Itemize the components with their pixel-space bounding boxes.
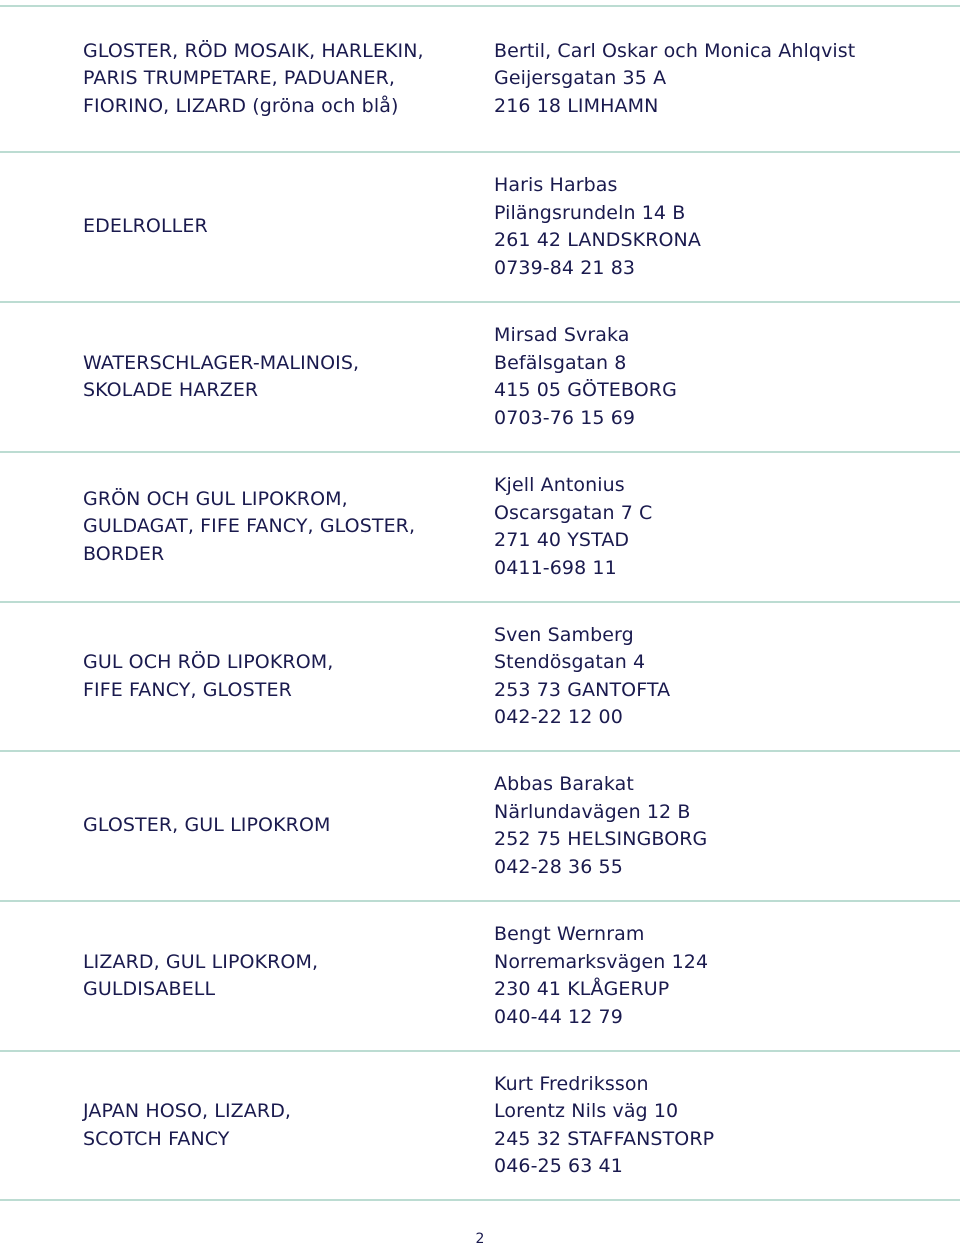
- contact-line: 230 41 KLÅGERUP: [494, 978, 670, 1000]
- page-number: 2: [475, 1231, 485, 1247]
- contact-line: 0411-698 11: [494, 556, 617, 579]
- breed-cell: [83, 752, 463, 900]
- contact-cell: [494, 1052, 934, 1199]
- contact-line: Befälsgatan 8: [494, 351, 627, 374]
- breed-line: BORDER: [83, 542, 165, 565]
- table-row: [0, 153, 960, 303]
- table-row: [0, 303, 960, 453]
- contact-name: Haris Harbas: [494, 174, 618, 196]
- contact-line: 046-25 63 41: [494, 1155, 623, 1177]
- table-row: [0, 603, 960, 752]
- breed-line: GRÖN OCH GUL LIPOKROM,: [83, 487, 348, 510]
- contact-line: Norremarksvägen 124: [494, 950, 709, 973]
- breed-line: GUL OCH RÖD LIPOKROM,: [83, 651, 334, 673]
- contact-line: Närlundavägen 12 B: [494, 800, 691, 823]
- contact-name: Kurt Fredriksson: [494, 1072, 649, 1095]
- contact-name: Bengt Wernram: [494, 923, 645, 945]
- contact-cell: [494, 453, 934, 601]
- contact-line: 415 05 GÖTEBORG: [494, 379, 677, 401]
- contact-cell: [494, 303, 934, 451]
- breed-line: FIORINO, LIZARD (gröna och blå): [83, 94, 399, 117]
- breed-line: EDELROLLER: [83, 215, 208, 238]
- contact-line: Oscarsgatan 7 C: [494, 501, 653, 524]
- contact-line: 245 32 STAFFANSTORP: [494, 1127, 715, 1150]
- contact-line: 216 18 LIMHAMN: [494, 94, 659, 117]
- contact-line: 252 75 HELSINGBORG: [494, 828, 708, 850]
- contact-name: Abbas Barakat: [494, 773, 634, 795]
- table-row: [0, 752, 960, 902]
- breed-line: PARIS TRUMPETARE, PADUANER,: [83, 67, 396, 90]
- breed-cell: [83, 453, 463, 601]
- breed-cell: [83, 902, 463, 1050]
- contact-line: Stendösgatan 4: [494, 651, 646, 673]
- contact-name: Bertil, Carl Oskar och Monica Ahlqvist: [494, 39, 856, 62]
- contact-cell: [494, 603, 934, 750]
- table-row: [0, 902, 960, 1052]
- table-row: [0, 5, 960, 153]
- contact-line: 0739-84 21 83: [494, 256, 636, 279]
- breed-line: SCOTCH FANCY: [83, 1127, 230, 1150]
- breed-cell: [83, 1052, 463, 1199]
- contact-line: Geijersgatan 35 A: [494, 67, 667, 90]
- contact-name: Kjell Antonius: [494, 474, 625, 496]
- contact-line: 0703-76 15 69: [494, 406, 636, 429]
- contact-name: Mirsad Svraka: [494, 324, 630, 346]
- table-row: [0, 453, 960, 603]
- contact-cell: [494, 153, 934, 301]
- contact-cell: [494, 752, 934, 900]
- contact-name: Sven Samberg: [494, 623, 634, 646]
- breed-line: JAPAN HOSO, LIZARD,: [83, 1100, 292, 1122]
- contact-line: 253 73 GANTOFTA: [494, 678, 671, 701]
- breed-line: GULDISABELL: [83, 978, 216, 1000]
- contact-line: Pilängsrundeln 14 B: [494, 201, 686, 224]
- breed-cell: [83, 303, 463, 451]
- table-row: [0, 1052, 960, 1201]
- contact-line: 271 40 YSTAD: [494, 529, 630, 551]
- breed-line: SKOLADE HARZER: [83, 379, 259, 401]
- breed-line: WATERSCHLAGER-MALINOIS,: [83, 351, 360, 374]
- breed-line: LIZARD, GUL LIPOKROM,: [83, 950, 319, 973]
- breed-line: FIFE FANCY, GLOSTER: [83, 678, 292, 701]
- contact-cell: [494, 902, 934, 1050]
- contact-line: 042-22 12 00: [494, 706, 623, 728]
- contact-line: Lorentz Nils väg 10: [494, 1100, 679, 1122]
- contact-cell: [494, 7, 934, 151]
- breed-cell: [83, 603, 463, 750]
- breed-line: GULDAGAT, FIFE FANCY, GLOSTER,: [83, 515, 416, 538]
- breed-cell: [83, 7, 463, 151]
- breed-line: GLOSTER, RÖD MOSAIK, HARLEKIN,: [83, 39, 424, 62]
- breed-cell: [83, 153, 463, 301]
- contact-line: 042-28 36 55: [494, 855, 623, 878]
- breed-line: GLOSTER, GUL LIPOKROM: [83, 814, 331, 837]
- contact-line: 040-44 12 79: [494, 1005, 623, 1028]
- contact-line: 261 42 LANDSKRONA: [494, 229, 701, 251]
